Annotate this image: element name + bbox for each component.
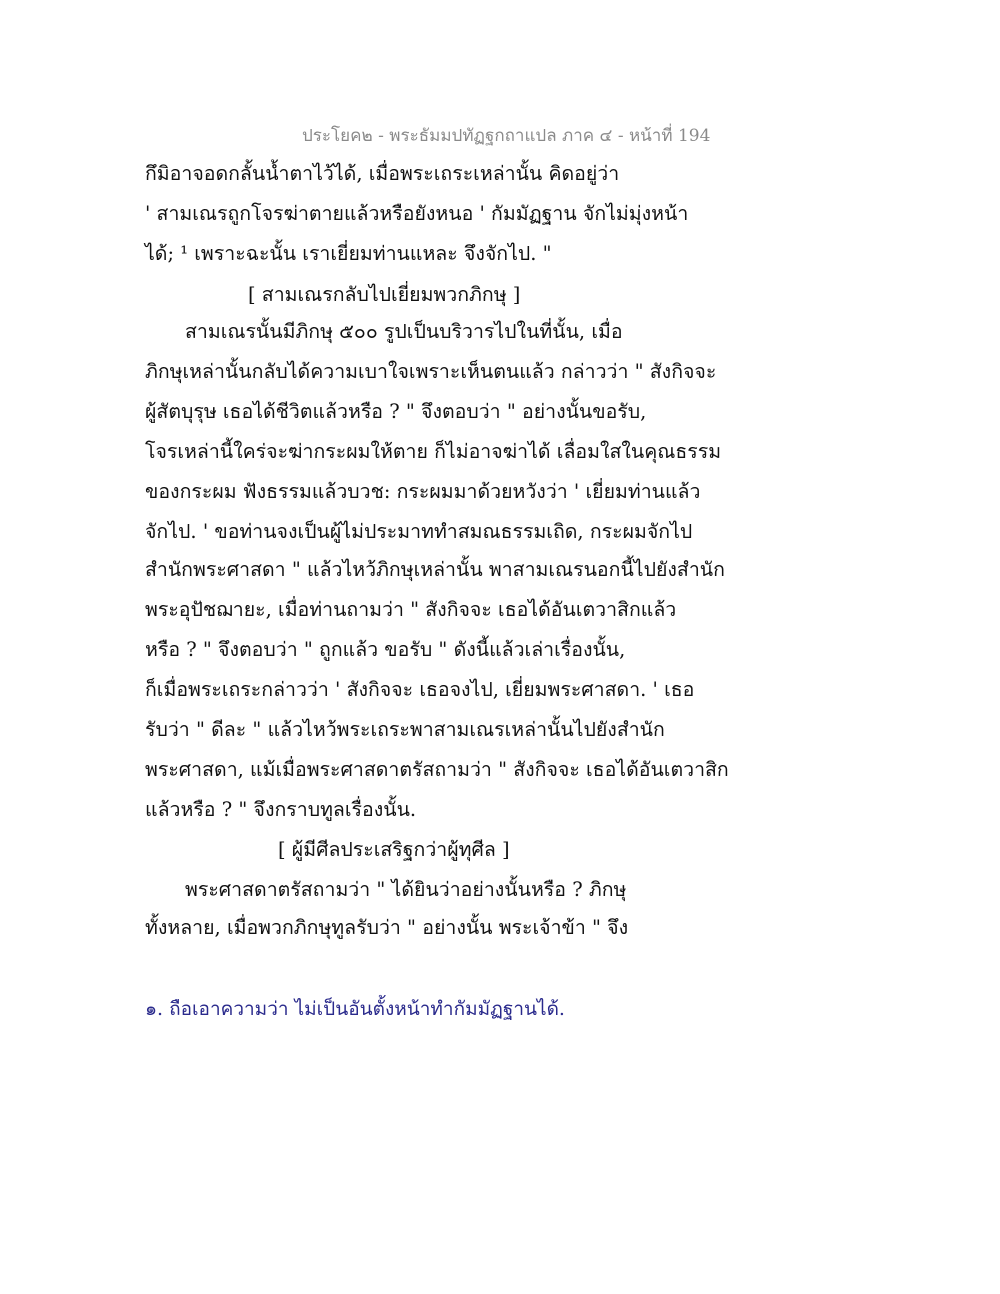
text-line-7: ผู้สัตบุรุษ เธอได้ชีวิตแล้วหรือ ? " จึงตอบว่า " อย่างนั้นขอรับ, <box>145 400 647 423</box>
text-line-13: หรือ ? " จึงตอบว่า " ถูกแล้ว ขอรับ " ดังนี้แล้วเล่าเรื่องนั้น, <box>145 638 626 661</box>
footnote: ๑. ถือเอาความว่า ไม่เป็นอันตั้งหน้าทำกัมมัฏฐานได้. <box>145 998 565 1020</box>
text-line-15: รับว่า " ดีละ " แล้วไหว้พระเถระพาสามเณรเหล่านั้นไปยังสำนัก <box>145 718 665 741</box>
text-line-11: สำนักพระศาสดา " แล้วไหว้ภิกษุเหล่านั้น พาสามเณรนอกนี้ไปยังสำนัก <box>145 558 725 581</box>
text-line-6: ภิกษุเหล่านั้นกลับได้ความเบาใจเพราะเห็นตนแล้ว กล่าวว่า " สังกิจจะ <box>145 360 717 383</box>
text-line-17: แล้วหรือ ? " จึงกราบทูลเรื่องนั้น. <box>145 798 417 821</box>
text-line-1: กึมิอาจอดกลั้นน้ำตาไว้ได้, เมื่อพระเถระเหล่านั้น คิดอยู่ว่า <box>145 162 620 185</box>
page-header: ประโยค๒ - พระธัมมปทัฏฐกถาแปล ภาค ๔ - หน้าที่ 194 <box>302 126 711 146</box>
text-line-20: ทั้งหลาย, เมื่อพวกภิกษุทูลรับว่า " อย่างนั้น พระเจ้าข้า " จึง <box>145 916 629 939</box>
text-line-19: พระศาสดาตรัสถามว่า " ได้ยินว่าอย่างนั้นหรือ ? ภิกษุ <box>185 878 627 901</box>
section-heading-1: [ สามเณรกลับไปเยี่ยมพวกภิกษุ ] <box>248 283 521 306</box>
text-line-3: ได้; ¹ เพราะฉะนั้น เราเยี่ยมท่านแหละ จึงจักไป. " <box>145 242 552 265</box>
text-line-8: โจรเหล่านี้ใคร่จะฆ่ากระผมให้ตาย ก็ไม่อาจฆ่าได้ เลื่อมใสในคุณธรรม <box>145 440 722 463</box>
text-line-2: ' สามเณรถูกโจรฆ่าตายแล้วหรือยังหนอ ' กัมมัฏฐาน จักไม่มุ่งหน้า <box>145 202 689 225</box>
text-line-16: พระศาสดา, แม้เมื่อพระศาสดาตรัสถามว่า " สังกิจจะ เธอได้อันเตวาสิก <box>145 758 729 781</box>
text-line-9: ของกระผม ฟังธรรมแล้วบวช: กระผมมาด้วยหวังว่า ' เยี่ยมท่านแล้ว <box>145 480 701 503</box>
text-line-14: ก็เมื่อพระเถระกล่าวว่า ' สังกิจจะ เธอจงไป, เยี่ยมพระศาสดา. ' เธอ <box>145 678 695 701</box>
text-line-10: จักไป. ' ขอท่านจงเป็นผู้ไม่ประมาททำสมณธรรมเถิด, กระผมจักไป <box>145 520 693 543</box>
section-heading-2: [ ผู้มีศีลประเสริฐกว่าผู้ทุศีล ] <box>278 838 510 861</box>
text-line-5: สามเณรนั้นมีภิกษุ ๕๐๐ รูปเป็นบริวารไปในที่นั้น, เมื่อ <box>185 320 623 343</box>
text-line-12: พระอุปัชฌายะ, เมื่อท่านถามว่า " สังกิจจะ เธอได้อันเตวาสิกแล้ว <box>145 598 677 621</box>
